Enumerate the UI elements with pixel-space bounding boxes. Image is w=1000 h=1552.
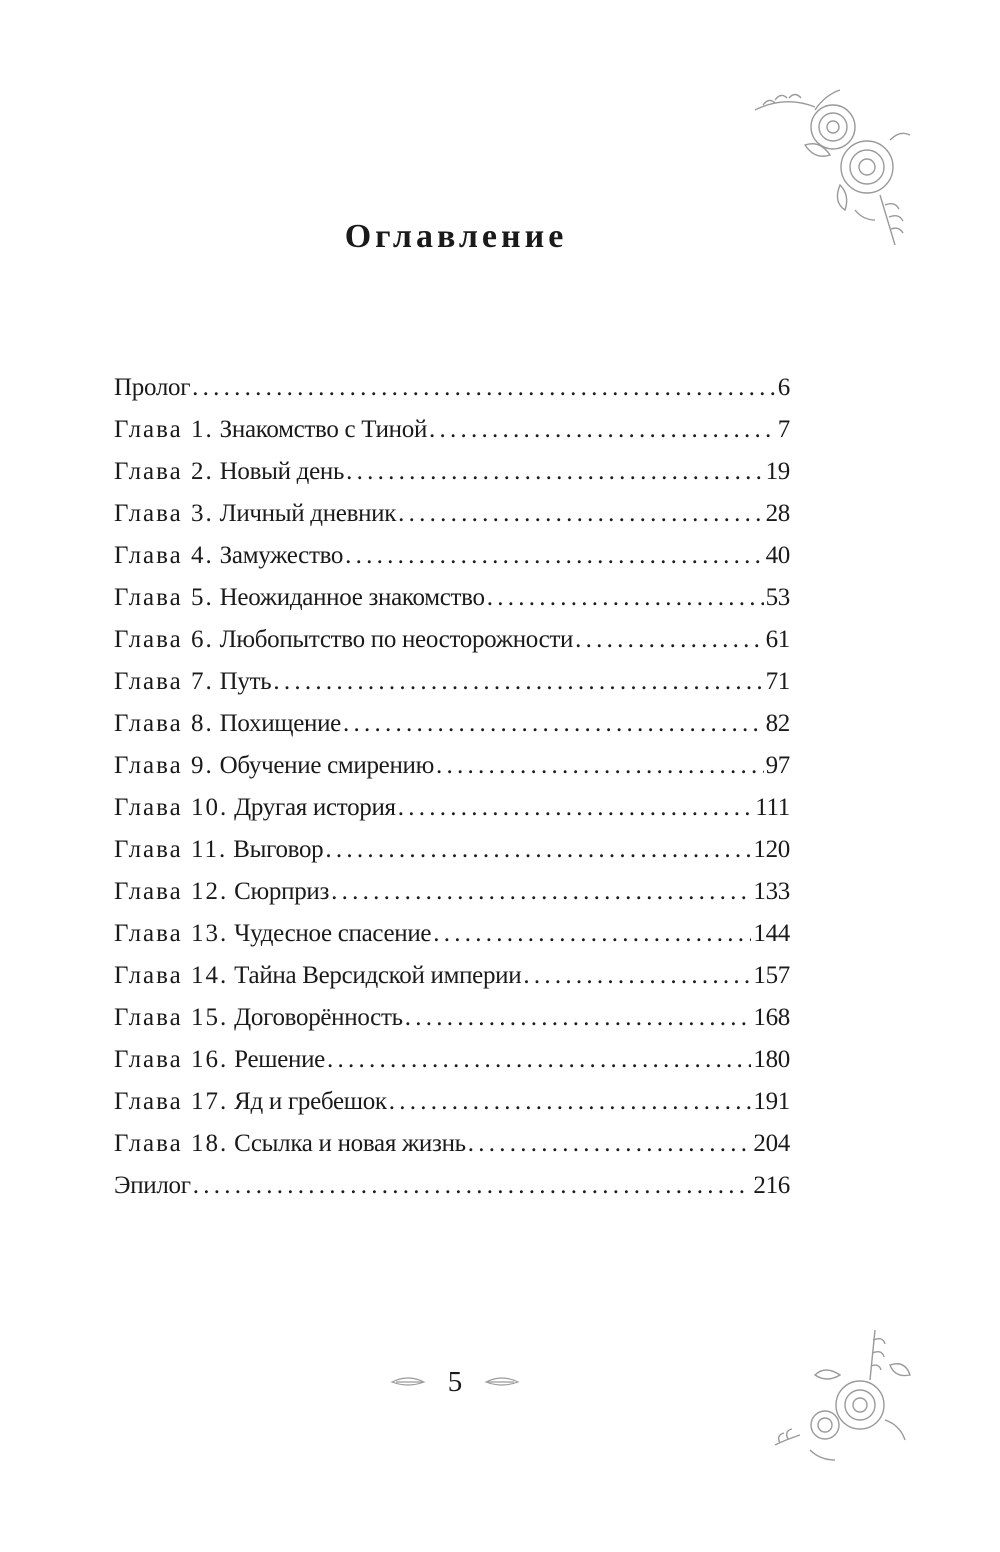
- toc-entry-page: 82: [765, 710, 790, 737]
- page-footer: [385, 1362, 525, 1402]
- chapter-prefix: Глава 18.: [114, 1130, 229, 1157]
- toc-entry-chapter-18[interactable]: [114, 1123, 790, 1165]
- toc-entry-chapter-3[interactable]: [114, 493, 790, 535]
- dot-leader: [429, 409, 776, 451]
- toc-entry-page: 7: [777, 416, 790, 443]
- leaf-ornament-right-icon: [484, 1375, 520, 1389]
- chapter-prefix: Глава 2.: [114, 458, 214, 485]
- chapter-prefix: Глава 3.: [114, 500, 214, 527]
- toc-entry-chapter-6[interactable]: [114, 619, 790, 661]
- toc-entry-page: 144: [753, 920, 790, 947]
- toc-entry-page: 216: [753, 1172, 790, 1199]
- toc-entry-chapter-17[interactable]: [114, 1081, 790, 1123]
- toc-entry-title: Похищение: [219, 710, 341, 737]
- dot-leader: [398, 787, 754, 829]
- dot-leader: [331, 871, 751, 913]
- toc-entry-title: Выговор: [233, 836, 324, 863]
- dot-leader: [346, 451, 764, 493]
- toc-entry-chapter-12[interactable]: [114, 871, 790, 913]
- dot-leader: [325, 829, 751, 871]
- dot-leader: [405, 997, 752, 1039]
- toc-entry-page: 120: [753, 836, 790, 863]
- toc-entry-title: Договорённость: [234, 1004, 403, 1031]
- toc-entry-prologue[interactable]: [114, 367, 790, 409]
- chapter-prefix: Глава 4.: [114, 542, 214, 569]
- toc-entry-page: 180: [753, 1046, 790, 1073]
- toc-entry-title: Сюрприз: [234, 878, 330, 905]
- toc-entry-title: Любопытство по неосторожности: [219, 626, 574, 653]
- dot-leader: [193, 1165, 752, 1207]
- toc-entry-title: Неожиданное знакомство: [219, 584, 485, 611]
- chapter-prefix: Глава 1.: [114, 416, 214, 443]
- chapter-prefix: Глава 6.: [114, 626, 214, 653]
- chapter-prefix: Глава 9.: [114, 752, 214, 779]
- toc-entry-page: 133: [753, 878, 790, 905]
- toc-entry-title: Ссылка и новая жизнь: [234, 1130, 466, 1157]
- toc-entry-chapter-16[interactable]: [114, 1039, 790, 1081]
- dot-leader: [398, 493, 764, 535]
- chapter-prefix: Глава 13.: [114, 920, 229, 947]
- toc-entry-chapter-4[interactable]: [114, 535, 790, 577]
- page-number: 5: [447, 1365, 463, 1398]
- page-title: Оглавление: [344, 217, 568, 255]
- toc-entry-title: Решение: [234, 1046, 325, 1073]
- toc-entry-page: 61: [765, 626, 790, 653]
- toc-entry-page: 191: [753, 1088, 790, 1115]
- toc-entry-page: 53: [765, 584, 790, 611]
- dot-leader: [345, 535, 763, 577]
- toc-entry-page: 97: [765, 752, 790, 779]
- toc-entry-chapter-5[interactable]: [114, 577, 790, 619]
- toc-entry-chapter-1[interactable]: [114, 409, 790, 451]
- chapter-prefix: Глава 10.: [114, 794, 229, 821]
- dot-leader: [192, 367, 776, 409]
- dot-leader: [523, 955, 751, 997]
- toc-entry-epilogue[interactable]: [114, 1165, 790, 1207]
- chapter-prefix: Глава 8.: [114, 710, 214, 737]
- toc-entry-page: 6: [777, 374, 790, 401]
- toc-entry-title: Путь: [219, 668, 272, 695]
- toc-entry-chapter-11[interactable]: [114, 829, 790, 871]
- toc-entry-page: 71: [765, 668, 790, 695]
- toc-entry-title: Другая история: [234, 794, 396, 821]
- toc-entry-chapter-2[interactable]: [114, 451, 790, 493]
- toc-entry-title: Яд и гребешок: [234, 1088, 387, 1115]
- toc-entry-chapter-10[interactable]: [114, 787, 790, 829]
- toc-entry-page: 28: [765, 500, 790, 527]
- toc-entry-page: 19: [765, 458, 790, 485]
- toc-entry-chapter-14[interactable]: [114, 955, 790, 997]
- toc-entry-title: Эпилог: [114, 1172, 191, 1199]
- toc-entry-title: Новый день: [219, 458, 345, 485]
- chapter-prefix: Глава 11.: [114, 836, 228, 863]
- toc-entry-page: 40: [765, 542, 790, 569]
- dot-leader: [433, 913, 751, 955]
- toc-entry-page: 204: [753, 1130, 790, 1157]
- chapter-prefix: Глава 15.: [114, 1004, 229, 1031]
- chapter-prefix: Глава 14.: [114, 962, 229, 989]
- dot-leader: [343, 703, 764, 745]
- toc-entry-page: 111: [755, 794, 790, 821]
- dot-leader: [389, 1081, 752, 1123]
- dot-leader: [575, 619, 763, 661]
- toc-entry-chapter-8[interactable]: [114, 703, 790, 745]
- toc-entry-title: Тайна Версидской империи: [234, 962, 522, 989]
- chapter-prefix: Глава 12.: [114, 878, 229, 905]
- dot-leader: [436, 745, 764, 787]
- floral-ornament-bottom-right: [770, 1325, 920, 1475]
- toc-entry-chapter-7[interactable]: [114, 661, 790, 703]
- dot-leader: [327, 1039, 751, 1081]
- toc-entry-chapter-9[interactable]: [114, 745, 790, 787]
- chapter-prefix: Глава 16.: [114, 1046, 229, 1073]
- chapter-prefix: Глава 5.: [114, 584, 214, 611]
- toc-entry-chapter-15[interactable]: [114, 997, 790, 1039]
- toc-entry-title: Обучение смирению: [219, 752, 434, 779]
- toc-entry-title: Чудесное спасение: [234, 920, 432, 947]
- toc-entry-title: Пролог: [114, 374, 191, 401]
- dot-leader: [273, 661, 763, 703]
- toc-entry-page: 168: [753, 1004, 790, 1031]
- toc-entry-title: Личный дневник: [219, 500, 397, 527]
- toc-entry-chapter-13[interactable]: [114, 913, 790, 955]
- toc-entry-title: Замужество: [219, 542, 344, 569]
- chapter-prefix: Глава 17.: [114, 1088, 229, 1115]
- leaf-ornament-left-icon: [390, 1375, 426, 1389]
- toc-entry-title: Знакомство с Тиной: [219, 416, 428, 443]
- chapter-prefix: Глава 7.: [114, 668, 214, 695]
- toc-entry-page: 157: [753, 962, 790, 989]
- dot-leader: [487, 577, 764, 619]
- dot-leader: [468, 1123, 752, 1165]
- table-of-contents: [114, 367, 790, 1207]
